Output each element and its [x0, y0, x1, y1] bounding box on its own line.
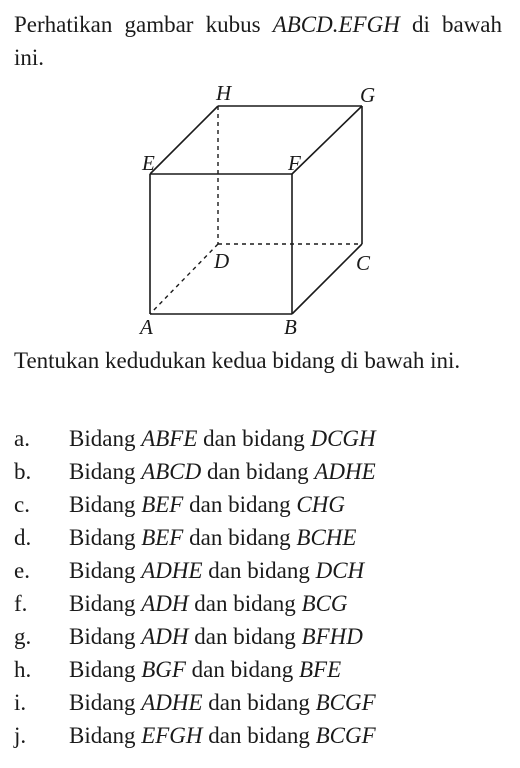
plane-1: ADH [141, 624, 189, 649]
item-marker: d. [14, 525, 32, 550]
plane-2: DCH [315, 558, 365, 583]
item-pre: Bidang [69, 426, 142, 451]
item-marker: i. [14, 690, 27, 715]
item-mid: dan bidang [202, 723, 316, 748]
item-marker: b. [14, 459, 32, 484]
item-text [69, 686, 376, 719]
item-text [69, 521, 356, 554]
vertex-label-B: B [284, 315, 297, 339]
item-mid: dan bidang [188, 624, 302, 649]
plane-2: ADHE [314, 459, 376, 484]
item-marker: g. [14, 624, 32, 649]
item-marker: h. [14, 657, 32, 682]
item-marker: c. [14, 492, 30, 517]
edge-EH [150, 106, 218, 174]
item-text [69, 719, 376, 752]
edge-CB [292, 244, 362, 314]
item-text [69, 455, 376, 488]
item-pre: Bidang [69, 723, 142, 748]
plane-1: BGF [141, 657, 186, 682]
vertex-label-F: F [288, 151, 301, 175]
vertex-label-A: A [140, 315, 153, 339]
item-mid: dan bidang [183, 525, 297, 550]
cube-name: ABCD.EFGH [272, 12, 400, 37]
item-mid: dan bidang [202, 558, 316, 583]
item-pre: Bidang [69, 591, 142, 616]
plane-pairs-list [14, 422, 504, 752]
plane-1: ABFE [141, 426, 198, 451]
vertex-label-G: G [360, 83, 376, 107]
item-mid: dan bidang [197, 426, 311, 451]
list-item-f [14, 587, 504, 620]
plane-1: ADHE [141, 558, 203, 583]
item-pre: Bidang [69, 624, 142, 649]
plane-2: DCGH [310, 426, 376, 451]
item-text [69, 422, 376, 455]
list-item-b [14, 455, 504, 488]
item-pre: Bidang [69, 657, 142, 682]
list-item-e [14, 554, 504, 587]
list-item-a [14, 422, 504, 455]
plane-2: BFHD [301, 624, 363, 649]
item-text [69, 587, 348, 620]
item-mid: dan bidang [185, 657, 299, 682]
plane-1: BEF [141, 525, 184, 550]
item-pre: Bidang [69, 459, 142, 484]
plane-1: ADH [141, 591, 189, 616]
plane-2: BCGF [315, 723, 376, 748]
item-marker: f. [14, 591, 28, 616]
item-mid: dan bidang [183, 492, 297, 517]
plane-2: BCGF [315, 690, 376, 715]
plane-2: CHG [296, 492, 345, 517]
item-text [69, 620, 363, 653]
list-item-j [14, 719, 504, 752]
item-marker: e. [14, 558, 30, 583]
plane-2: BFE [298, 657, 342, 682]
list-item-d [14, 521, 504, 554]
item-pre: Bidang [69, 690, 142, 715]
vertex-label-C: C [356, 251, 371, 275]
item-pre: Bidang [69, 492, 142, 517]
item-marker: j. [14, 723, 27, 748]
item-marker: a. [14, 426, 30, 451]
vertex-label-D: D [214, 249, 230, 273]
hidden-edge-DA [150, 244, 218, 314]
list-item-c [14, 488, 504, 521]
item-text [69, 653, 341, 686]
item-pre: Bidang [69, 525, 142, 550]
item-mid: dan bidang [202, 690, 316, 715]
item-pre: Bidang [69, 558, 142, 583]
plane-1: BEF [141, 492, 184, 517]
plane-2: BCG [301, 591, 348, 616]
cube-figure [120, 76, 410, 346]
item-mid: dan bidang [201, 459, 315, 484]
plane-1: ABCD [141, 459, 202, 484]
plane-1: EFGH [141, 723, 203, 748]
intro-text-before: Perhatikan gambar kubus [14, 12, 273, 37]
item-mid: dan bidang [188, 591, 302, 616]
item-text [69, 488, 345, 521]
plane-1: ADHE [141, 690, 203, 715]
vertex-label-H: H [216, 81, 232, 105]
edge-GF [292, 106, 362, 174]
vertex-label-E: E [142, 151, 155, 175]
plane-2: BCHE [296, 525, 357, 550]
item-text [69, 554, 364, 587]
list-item-g [14, 620, 504, 653]
intro-paragraph [14, 8, 502, 74]
list-item-i [14, 686, 504, 719]
list-item-h [14, 653, 504, 686]
intro-text-after: di bawah ini. [14, 12, 502, 70]
question-paragraph: Tentukan kedudukan kedua bidang di bawah ini. [14, 348, 461, 373]
